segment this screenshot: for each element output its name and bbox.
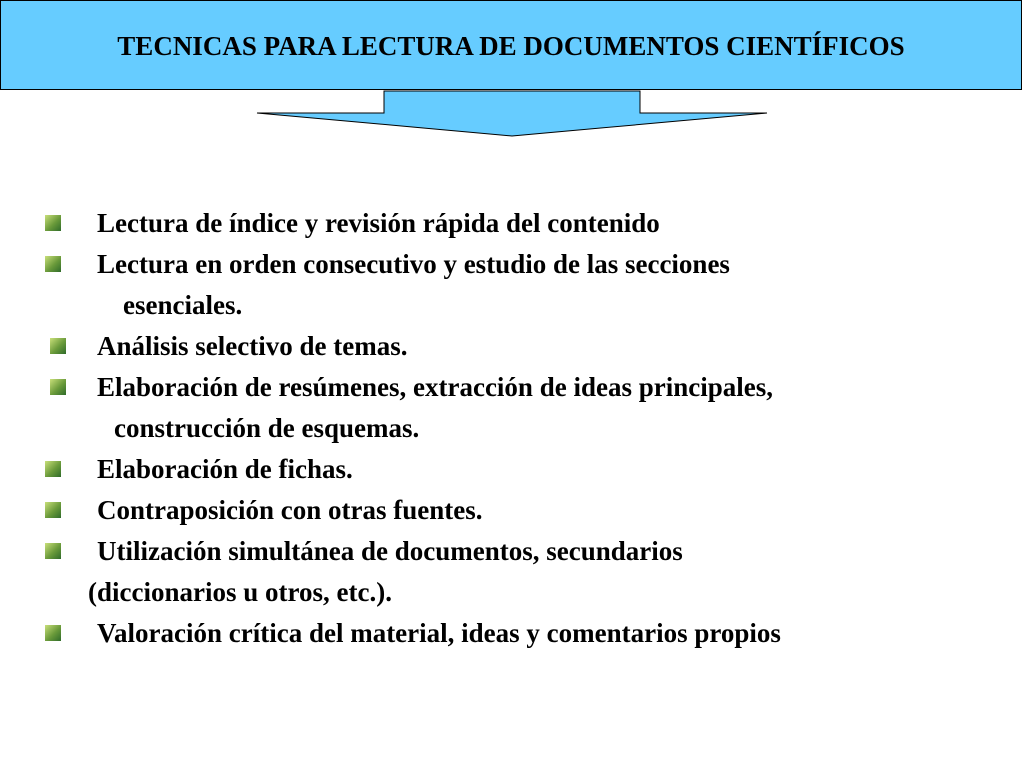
- list-item: [45, 490, 1005, 531]
- bullet-text: Valoración crítica del material, ideas y comentarios propios: [97, 618, 781, 648]
- bullet-list: [45, 203, 1005, 654]
- green-square-bullet-icon: [45, 215, 61, 231]
- list-item: [45, 326, 1005, 367]
- bullet-text: Lectura de índice y revisión rápida del contenido: [97, 208, 660, 238]
- green-square-bullet-icon: [45, 256, 61, 272]
- bullet-text: Análisis selectivo de temas.: [97, 331, 408, 361]
- bullet-text: Contraposición con otras fuentes.: [97, 495, 483, 525]
- bullet-text: Elaboración de resúmenes, extracción de ideas principales,: [97, 372, 773, 402]
- green-square-bullet-icon: [45, 461, 61, 477]
- list-item: [45, 449, 1005, 490]
- bullet-text: Elaboración de fichas.: [97, 454, 353, 484]
- green-square-bullet-icon: [45, 625, 61, 641]
- list-item: [45, 531, 1005, 613]
- list-item: [45, 244, 1005, 326]
- list-item: [45, 613, 1005, 654]
- bullet-continuation: construcción de esquemas.: [114, 413, 420, 443]
- bullet-continuation: esenciales.: [123, 290, 243, 320]
- slide-title: TECNICAS PARA LECTURA DE DOCUMENTOS CIENTÍFICOS: [117, 30, 905, 61]
- list-item: [45, 367, 1005, 449]
- bullet-text: Utilización simultánea de documentos, secundarios: [97, 536, 683, 566]
- green-square-bullet-icon: [45, 502, 61, 518]
- green-square-bullet-icon: [50, 379, 66, 395]
- green-square-bullet-icon: [45, 543, 61, 559]
- green-square-bullet-icon: [50, 338, 66, 354]
- down-arrow-icon: [0, 0, 1024, 150]
- bullet-continuation: (diccionarios u otros, etc.).: [88, 577, 392, 607]
- list-item: [45, 203, 1005, 244]
- bullet-text: Lectura en orden consecutivo y estudio de las secciones: [97, 249, 730, 279]
